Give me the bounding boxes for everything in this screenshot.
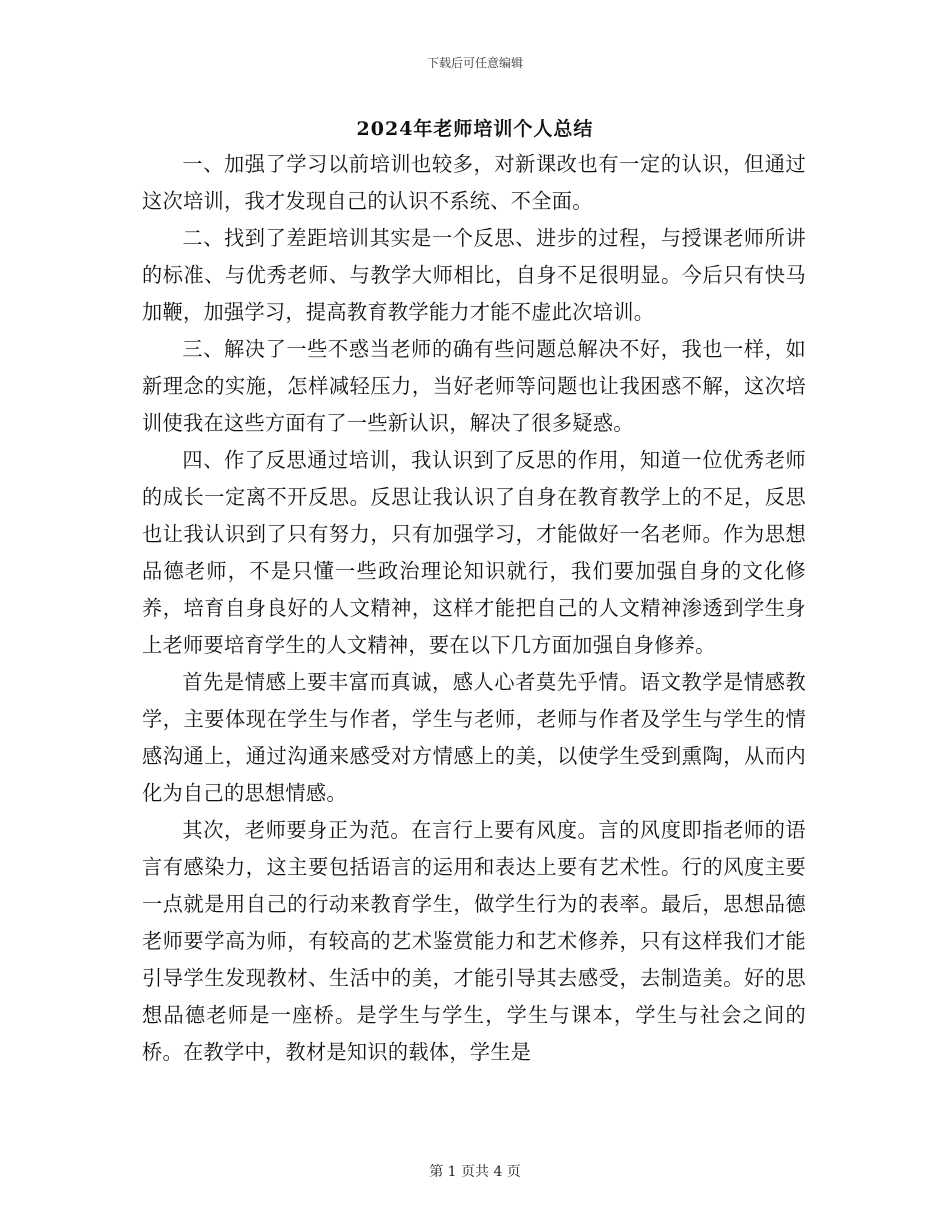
paragraph-5: 首先是情感上要丰富而真诚，感人心者莫先乎情。语文教学是情感教学，主要体现在学生与作者，学生与老师，老师与作者及学生与学生的情感沟通上，通过沟通来感受对方情感上的美，以使学生受到熏陶，从而内化为自己的思想情感。 [142, 670, 806, 805]
paragraph-3: 三、解决了一些不惑当老师的确有些问题总解决不好，我也一样，如新理念的实施，怎样减轻压力，当好老师等问题也让我困惑不解，这次培训使我在这些方面有了一些新认识，解决了很多疑惑。 [142, 337, 806, 435]
paragraph-1: 一、加强了学习以前培训也较多，对新课改也有一定的认识，但通过这次培训，我才发现自己的认识不系统、不全面。 [142, 152, 806, 213]
document-body [142, 146, 806, 1071]
page-header-note: 下载后可任意编辑 [426, 56, 523, 70]
document-title: 2024年老师培训个人总结 [356, 118, 594, 140]
paragraph-4: 四、作了反思通过培训，我认识到了反思的作用，知道一位优秀老师的成长一定离不开反思。反思让我认识了自身在教育教学上的不足，反思也让我认识到了只有努力，只有加强学习，才能做好一名老师。作为思想品德老师，不是只懂一些政治理论知识就行，我们要加强自身的文化修养，培育自身良好的人文精神，这样才能把自己的人文精神渗透到学生身上老师要培育学生的人文精神，要在以下几方面加强自身修养。 [142, 448, 806, 657]
paragraph-2: 二、找到了差距培训其实是一个反思、进步的过程，与授课老师所讲的标准、与优秀老师、与教学大师相比，自身不足很明显。今后只有快马加鞭，加强学习，提高教育教学能力才能不虚此次培训。 [142, 226, 806, 324]
page-number-footer: 第 1 页共 4 页 [429, 1164, 521, 1180]
paragraph-6: 其次，老师要身正为范。在言行上要有风度。言的风度即指老师的语言有感染力，这主要包括语言的运用和表达上要有艺术性。行的风度主要一点就是用自己的行动来教育学生，做学生行为的表率。最后，思想品德老师要学高为师，有较高的艺术鉴赏能力和艺术修养，只有这样我们才能引导学生发现教材、生活中的美，才能引导其去感受，去制造美。好的思想品德老师是一座桥。是学生与学生，学生与课本，学生与社会之间的桥。在教学中，教材是知识的载体，学生是 [142, 818, 806, 1064]
